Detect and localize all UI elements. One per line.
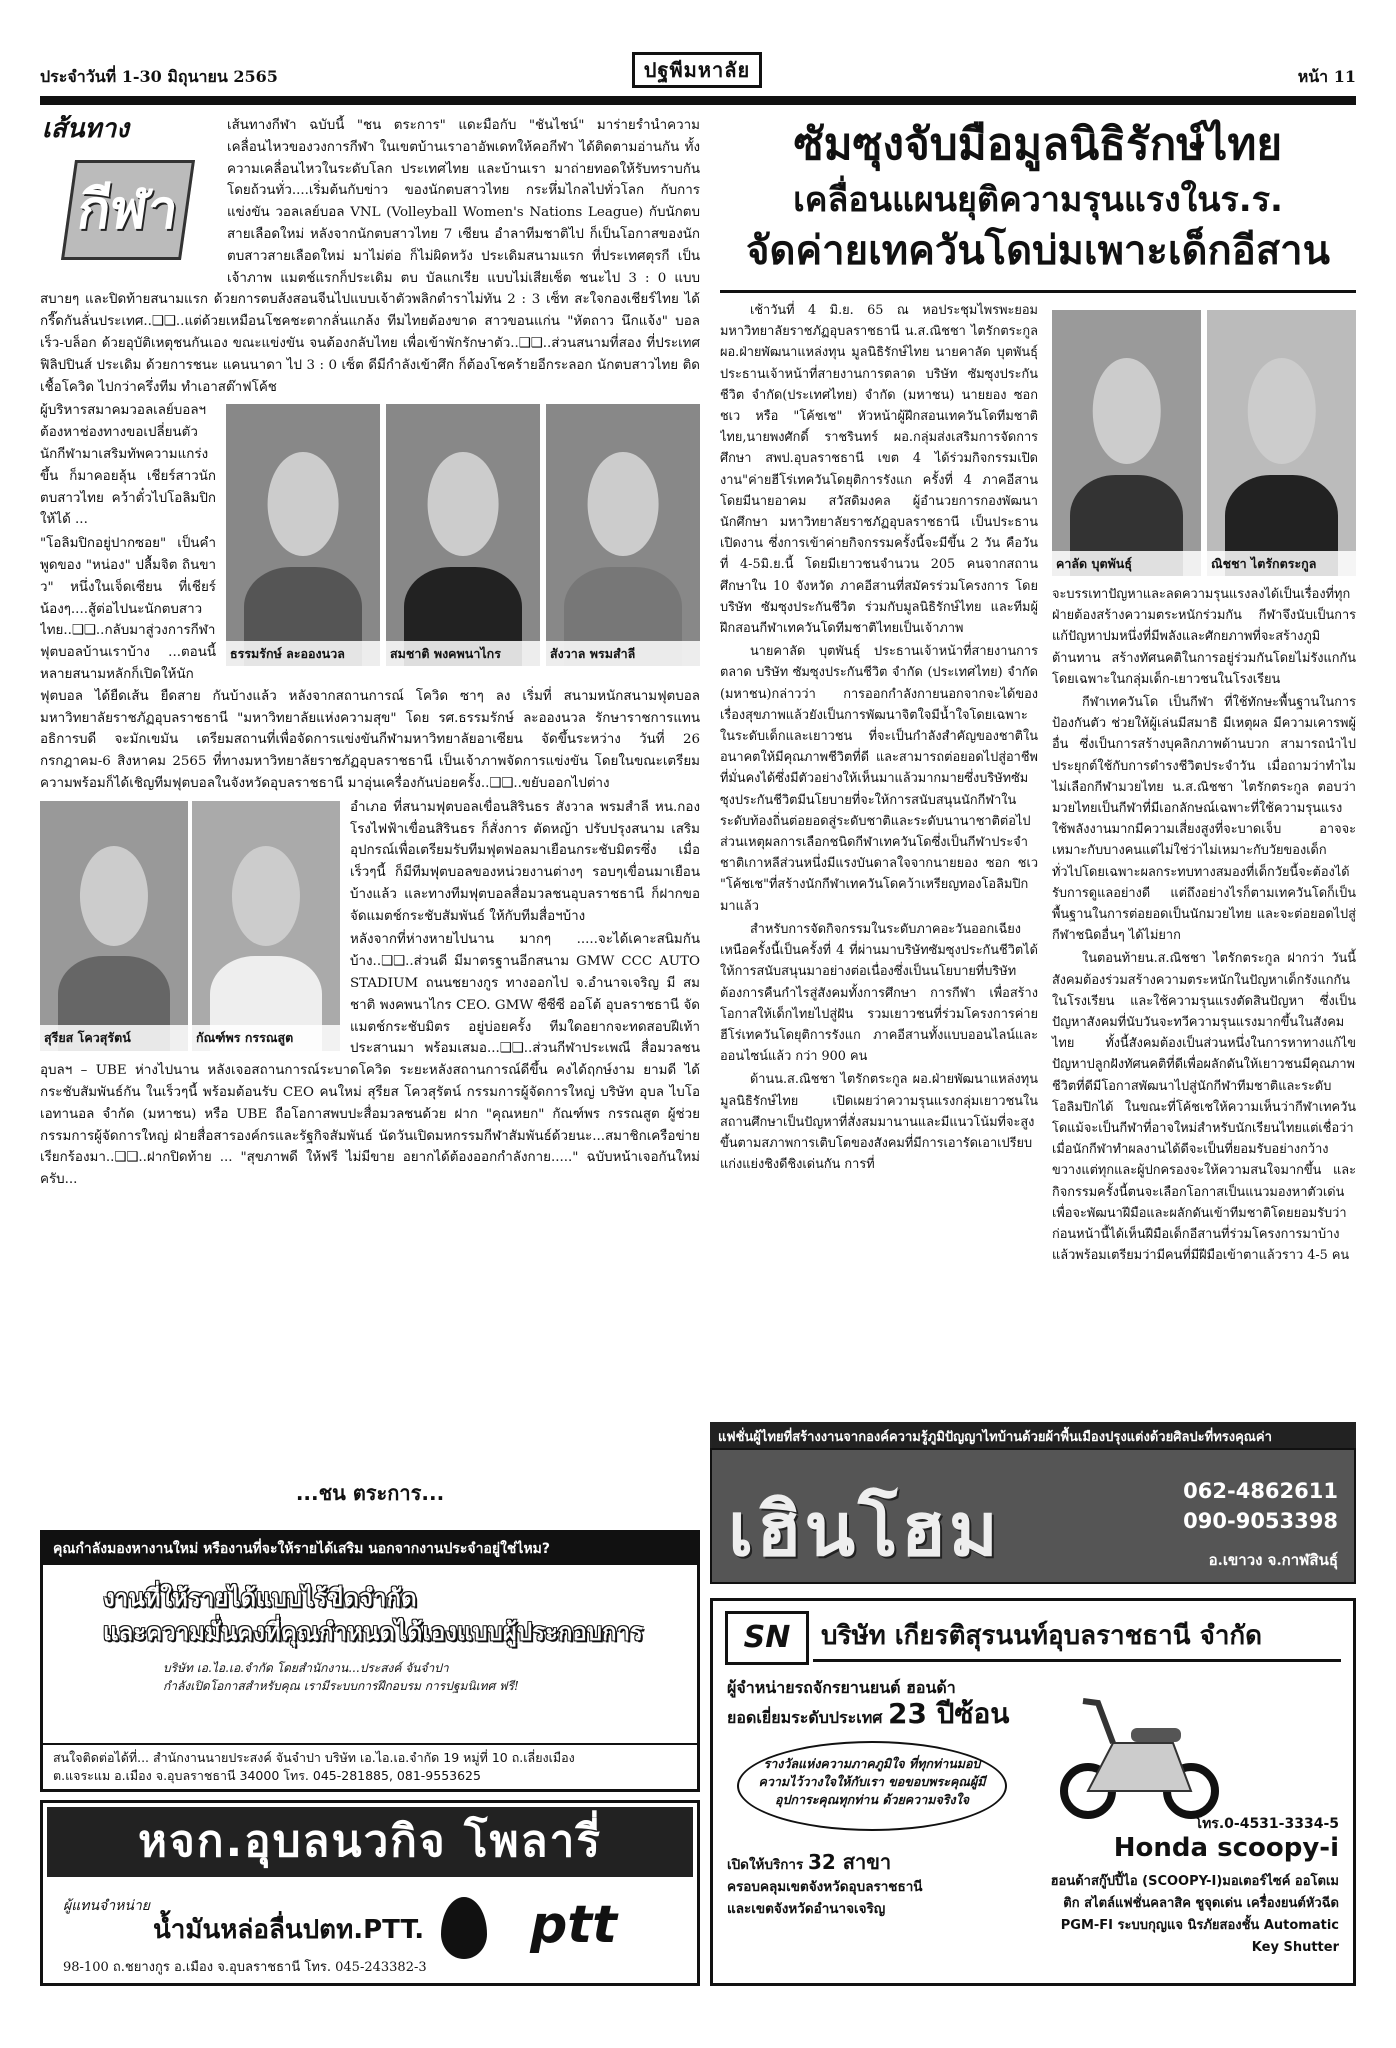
honda-branches [727,1851,923,1920]
photo-caption: ณิชชา ไตรักตระกูล [1207,551,1356,576]
sports-column [40,115,700,1480]
column-logo [40,115,215,275]
polar-ptt-ad [40,1800,700,1986]
honda-thanks-bubble: รางวัลแห่งความภาคภูมิใจ ที่ทุกท่านมอบความไว้วางใจให้กับเรา ขอขอบพระคุณผู้มีอุปการะคุณทุกท่าน ด้วยความจริงใจ [737,1741,1007,1831]
jobs-question: คุณกำลังมองหางานใหม่ หรืองานที่จะให้รายได้เสริม นอกจากงานประจำอยู่ใช่ไหม? [43,1533,697,1565]
honda-coverage: และเขตจังหวัดอำนาจเจริญ [727,1901,886,1917]
photo-caption: ธรรมรักษ์ ละอองนวล [226,641,380,667]
jobs-headline: และความมั่นคงที่คุณกำหนดได้เองแบบผู้ประกอบการ [103,1618,643,1646]
issue-date: ประจำวันที่ 1-30 มิถุนายน 2565 [40,66,278,86]
heinhome-ad [710,1448,1356,1584]
story-paragraph: สำหรับการจัดกิจกรรมในระดับภาคอะวันออกเฉียงเหนือครั้งนี้เป็นครั้งที่ 4 ที่ผ่านมาบริษัทซัมซุงประกันชีวิตได้ให้การสนับสนุนมาอย่างต่อเนื่องซึ่งเป็นนโยบายที่บริษัทต้องการคืนกำไรสู่สังคมทั้งการศึกษา การกีฬา เพื่อสร้างโอกาสให้เด็กไทยไปสู่ฝัน รวมเยาวชนที่ร่วมโครงการค่ายฮีโร่เทควันโดยุติการรังแก ภาคอีสานทั้งแบบออนไลน์และออนไซน์แล้ว กว่า 900 คน [720,921,1038,1065]
honda-branch-count: 32 สาขา [807,1850,892,1874]
story-paragraph: นายคาลัด บุตพันธุ์ ประธานเจ้าหน้าที่สายงานการตลาด บริษัท ซัมซุงประกันชีวิต จำกัด (ประเทศไทย) จำกัด (มหาชน)กล่าวว่า การออกกำลังกายนอกจากจะได้ของเรื่องสุขภาพแล้วยังเป็นการพัฒนาจิตใจมีน้ำใจโดยเฉพาะในระดับเด็กและเยาวชน ที่จะเป็นกำลังสำคัญของชาติในอนาคตให้มีคุณภาพชีวิตที่ดี และสามารถต่อยอดไปสู่อาชีพที่มั่นคงได้ซึ่งมีตัวอย่างให้เห็นมาแล้วมากมายซึ่งบริษัทซัมซุงประกันชีวิตมีนโยบายที่จะให้การสนับสนุนนักกีฬาในระดับท้องถิ่นต่อยอดสู่ระดับชาติและระดับนานาชาติต่อไป ส่วนเหตุผลการเลือกชนิดกีฬาเทควันโดซึ่งเป็นกีฬาประจำชาติเกาหลีส่วนหนึ่งมีแรงบันดาลใจจากนายยอง ซอก ชเว "โค้ชเช"ที่สร้างนักกีฬาเทควันโดคว้าเหรียญทองโอลิมปิกมาแล้ว [720,644,1038,914]
headline-line1: ซัมซุงจับมือมูลนิธิรักษ์ไทย [793,119,1283,170]
photo-kalad [1052,310,1201,576]
story-photos [1052,310,1356,576]
story-paragraph: เช้าวันที่ 4 มิ.ย. 65 ณ หอประชุมไพรพะยอม มหาวิทยาลัยราชภัฏอุบลราชธานี น.ส.ณิชชา ไตรักตระกูล ผอ.ฝ่ายพัฒนาแหล่งทุน มูลนิธิรักษ์ไทย นายคาลัด บุตพันธุ์ ประธานเจ้าหน้าที่สายงานการตลาด บริษัท ซัมซุงประกันชีวิต จำกัด(ประเทศไทย) จำกัด (มหาชน) นายยอง ซอก ชเว หรือ "โค้ชเช" หัวหน้าผู้ฝึกสอนเทควันโดทีมชาติไทย,นายพงศักดิ์ ราชรินทร์ ผอ.กลุ่มส่งเสริมการจัดการศึกษา สพป.อุบลราชธานี เขต 4 ได้ร่วมกิจกรรมเปิดงาน"ค่ายฮีโร่เทควันโดยุติการรังแก ครั้งที่ 4 ภาคอีสาน โดยมีนายอาคม สวัสดิมงคล ผู้อำนวยการกองพัฒนานักศึกษา มหาวิทยาลัยราชภัฏอุบลราชธานี เป็นประธานเปิดงาน ซึ่งการเข้าค่ายกิจกรรมครั้งนี้จะมีขึ้น 2 วัน คือวันที่ 4-5มิ.ย.นี้ โดยมีเยาวชนจำนวน 205 คนจากสถานศึกษาใน 10 จังหวัด ภาคอีสานที่สมัครร่วมโครงการ โดยบริษัท ซัมซุงประกันชีวิต ร่วมกับมูลนิธิรักษ์ไทย และทีมผู้ฝึกสอนกีฬาเทควันโดทีมชาติไทยเป็นเจ้าภาพ [720,303,1038,637]
polar-address: 98-100 ถ.ชยางกูร อ.เมือง จ.อุบลราชธานี โทร. 045-243382-3 [63,1960,427,1975]
honda-dealer-text [727,1675,1009,1731]
photo-caption: กัณฑ์พร กรรณสูต [192,1025,340,1051]
scooter-icon [1053,1673,1223,1823]
ptt-logo: ptt [530,1895,617,1955]
sn-logo: SN [725,1611,809,1665]
photo-thammarak [226,404,380,666]
photo-kanphon [192,801,340,1051]
photo-caption: สังวาล พรมสำลี [546,641,700,667]
jobs-subtext: บริษัท เอ.ไอ.เอ.จำกัด โดยสำนักงาน...ประสงค์ จันจำปา [163,1661,449,1675]
heinhome-logo: เฮินโฮม [728,1487,1001,1573]
column-paragraph: ผู้บริหารสมาคมวอลเลย์บอลฯ ต้องหาช่องทางขอเปลี่ยนตัวนักกีฬามาเสริมทัพความแกร่งขึ้น ก็มาคอยลุ้น เชียร์สาวนักตบสาวไทย คว้าตั๋วไปโอลิมปิก ให้ได้ ... [40,403,216,528]
honda-company: บริษัท เกียรติสุรนนท์อุบลราชธานี จำกัด [821,1621,1263,1651]
heinhome-phone: 090-9053398 [1183,1509,1338,1533]
photo-caption: สมชาติ พงคพนาไกร [386,641,540,667]
column-paragraph: อำเภอ ที่สนามฟุตบอลเขื่อนสิรินธร สังวาล พรมสำลี หน.กองโรงไฟฟ้าเขื่อนสิรินธร ก็สั่งการ ตัดหญ้า ปรับปรุงสนาม เสริมอุปกรณ์เพื่อเตรียมรับทีมฟุตฟอลมาเยือนกระชับมิตรซึ่ง เมื่อเร็วๆนี้ ก็มีทีมฟุตบอลของหน่วยงานต่างๆ รอบๆเขื่อนมาเยือนบ้างแล้ว และทางทีมฟุตบอลสื่อมวลชนอุบลราชธานี ก็ฝากขอจัดแมตช์กระชับสัมพันธ์ ให้กับทีมสื่อฯบ้าง [350,799,700,924]
jobs-headline: งานที่ให้รายได้แบบไร้ขีดจำกัด [103,1584,417,1612]
story-paragraph: จะบรรเทาปัญหาและลดความรุนแรงลงได้เป็นเรื่องที่ทุกฝ่ายต้องสร้างความตระหนักร่วมกัน กีฬาจึงนับเป็นการแก้ปัญหาปมหนึ่งที่มีพลังและศักยภาพที่จะสร้างภูมิต้านทาน สร้างทัศนคติในการอยู่ร่วมกันโดยไม่รังแกกันโดยเฉพาะในกลุ่มเด็ก-เยาวชนในโรงเรียน [1052,587,1356,687]
photo-row-officials [226,404,700,666]
story-column-1 [720,300,1038,1177]
honda-dealer-line: ผู้จำหน่ายรถจักรยานยนต์ ฮอนด้า [727,1678,956,1697]
jobs-contact-line: ต.แจระแม อ.เมือง จ.อุบลราชธานี 34000 โทร. 045-281885, 081-9553625 [53,1768,481,1783]
heinhome-phones [1183,1476,1338,1536]
photo-somchat [386,404,540,666]
honda-open-label: เปิดให้บริการ [727,1857,804,1873]
main-headline [720,115,1356,277]
polar-distributor-label: ผู้แทนจำหน่าย [63,1898,150,1914]
story-paragraph: ในตอนท้ายน.ส.ณิชชา ไตรักตระกูล ฝากว่า วันนี้สังคมต้องร่วมสร้างความตระหนักในปัญหาเด็กรังแกกันในโรงเรียน และใช้ความรุนแรงตัดสินปัญหา ซึ่งเป็นปัญหาสังคมที่นับวันจะทวีความรุนแรงมากขึ้นในสังคมไทย ทั้งนี้สังคมต้องเป็นส่วนหนึ่งในการหาทางแก้ไขปัญหาปลูกฝังทัศนคติที่ดีเพื่อผลักดันให้เยาวชนมีคุณภาพชีวิตที่ดีมีโอกาสพัฒนาไปสู่นักกีฬาทีมชาติและระดับโอลิมปิกได้ ในขณะที่โค้ชเชให้ความเห็นว่ากีฬาเทควันโดแม้จะเป็นกีฬาที่อาจใหม่สำหรับนักเรียนไทยแต่เชื่อว่าเมื่อนักกีฬาทำผลงานได้ดีจะเป็นที่ยอมรับอย่างกว้างขวางแต่ทุกและผู้ปกครองจะให้ความสนใจมากขึ้น และกิจกรรมครั้งนี้ตนจะเลือกโอกาสเป็นแนวมองหาตัวเด่นเพื่อจะพัฒนาฝีมือและผลักดันเข้าทีมชาติโดยยอมรับว่าก่อนหน้านี้ได้เห็นฝีมือเด็กอีสานที่ร่วมโครงการมาบ้างแล้วพร้อมเตรียมว่ามีคนที่มีฝีมือเข้าตาแล้วราว 4-5 คน [1052,951,1356,1264]
honda-years: 23 ปีซ้อน [887,1697,1010,1730]
polar-brand: น้ำมันหล่อลื่นปตท.PTT. [153,1915,425,1945]
polar-banner: หจก.อุบลนวกิจ โพลารี่ [47,1807,693,1877]
header-rule [40,96,1356,105]
honda-rule [813,1659,1341,1662]
photo-caption: สุรียส โควสุรัตน์ [40,1025,188,1051]
photo-row-executives [40,801,340,1051]
jobs-contact [43,1743,697,1789]
headline-line3: จัดค่ายเทควันโดบ่มเพาะเด็กอีสาน [746,228,1330,274]
photo-sangwan [546,404,700,666]
heinhome-phone: 062-4862611 [1183,1479,1338,1503]
page-number: หน้า 11 [1297,66,1356,86]
fashion-ad-strip: แฟชั่นผู้ไทยที่สร้างงานจากองค์ความรู้ภูมิปัญญาไทบ้านด้วยผ้าพื้นเมืองปรุงแต่งด้วยศิลปะที่ทรงคุณค่า [710,1422,1356,1448]
honda-dealer-ad [710,1598,1356,1986]
column-logo-line2: กีฬา [61,160,195,260]
column-paragraph: "โอลิมปิกอยู่ปากซอย" เป็นคำพูดของ "หน่อง" ปลื้มจิต ถินขาว" หนึ่งในเจ็ดเซียน ที่เชียร์น้องๆ....สู้ต่อไปนะนักตบสาวไทย..❑❑..กลับมาสู่วงการกีฬาฟุตบอลบ้านเราบ้าง ...ตอนนี้หลายสนามหลักก็เปิดให้นักฟุตบอล ได้ยืดเส้น ยืดสาย กันบ้างแล้ว หลังจากสถานการณ์ โควิด ซาๆ ลง เริ่มที่ สนามหนักสนามฟุตบอล มหาวิทยาลัยราชภัฏอุบลราชธานี "มหาวิทยาลัยแห่งความสุข" โดย รศ.ธรรมรักษ์ ละอองนวล รักษาราชการแทนอธิการบดี จะมักเขมัน เตรียมสถานที่เพื่อจัดการแข่งขันกีฬามหาวิทยาลัยอาเซียน จัดขึ้นระหว่าง วันที่ 26 กรกฎาคม-6 สิงหาคม 2565 ที่ทางมหาวิทยาลัยราชภัฏอุบลราชธานี เป็นเจ้าภาพจัดการแข่งขัน โดยในขณะเตรียมความพร้อมก็ได้เชิญทีมฟุตบอลในจังหวัดอุบลราชธานี มาอุ่นเครื่องกันบ่อยครั้ง..❑❑..ขยับออกไปต่าง [40,536,700,791]
ptt-drop-icon [441,1897,487,1959]
masthead-logo: ปฐพีมหาลัย [632,52,762,88]
jobs-subtext: กำลังเปิดโอกาสสำหรับคุณ เรามีระบบการฝึกอบรม การปฐมนิเทศ ฟรี! [163,1679,519,1693]
column-signoff: ...ชน ตระการ... [295,1481,445,1505]
story-paragraph: กีฬาเทควันโด เป็นกีฬา ที่ใช้ทักษะพื้นฐานในการป้องกันตัว ช่วยให้ผู้เล่นมีสมาธิ มีเหตุผล มีความเคารพผู้อื่น ซึ่งเป็นการสร้างบุคลิกภาพด้านบวก สามารถนำไปประยุกต์ใช้กับการดำรงชีวิตประจำวัน เมื่อถามว่าทำไมไม่เลือกกีฬามวยไทย น.ส.ณิชชา ไตรักตระกูล ตอบว่ามวยไทยเป็นกีฬาที่มีเอกลักษณ์เฉพาะที่ใช้ความรุนแรงใช้พลังงานมากมีความเสี่ยงสูงที่จะบาดเจ็บ อาจจะเหมาะกับบางคนแต่ไม่ใช่ว่าไม่เหมาะกับวัยของเด็กทั่วไปโดยเฉพาะผลกระทบทางสมองที่เด็กวัยนี้จะต้องได้รับการดูแลอย่างดี แต่ถึงอย่างไรก็ตามเทควันโดก็เป็นพื้นฐานในการต่อยอดเป็นนักมวยไทย และจะต่อยอดไปสู่กีฬาชนิดอื่นๆ ได้ไม่ยาก [1052,695,1356,944]
jobs-contact-line: สนใจติดต่อได้ที่... สำนักงานนายประสงค์ จันจำปา บริษัท เอ.ไอ.เอ.จำกัด 19 หมู่ที่ 10 ถ.เลี่ยงเมือง [53,1750,575,1765]
aia-jobs-ad [40,1530,700,1792]
headline-line2: เคลื่อนแผนยุติความรุนแรงในร.ร. [793,180,1283,220]
honda-model: Honda scoopy-i [1113,1833,1339,1863]
heinhome-address: อ.เขาวง จ.กาฬสินธุ์ [1208,1551,1338,1569]
honda-features: ฮอนด้าสกู๊ปปี้ไอ (SCOOPY-I)มอเตอร์ไซค์ ออโตเมติก สไตล์แฟชั่นคลาสิค ชูจุดเด่น เครื่องยนต์หัวฉีด PGM-FI ระบบกุญแจ นิรภัยสองชั้น Automatic Key Shutter [1050,1874,1339,1955]
honda-coverage: ครอบคลุมเขตจังหวัดอุบลราชธานี [727,1879,923,1895]
main-story-body [720,300,1356,1412]
column-paragraph: เส้นทางกีฬา ฉบับนี้ "ชน ตระการ" แดะมือกับ "ชันไชน์" มาร่ายรำนำความเคลื่อนไหวของวงการกีฬา ในเขตบ้านเราอาอัพเดทให้คอกีฬา ได้ติดตามอ่านกัน ทั้งความเคลื่อนไหวในระดับโลก ประเทศไทย และบ้านเรา มาถ่ายทอดให้รับทราบกันโดยถ้วนทั่ว....เริ่มต้นกับข่าว ของนักตบสาวไทย กระหึ่มไกลไปทั่วโลก กับการแข่งขัน วอลเลย์บอล VNL (Volleyball Women's Nations League) กับนักตบสายเลือดใหม่ หลังจากนักตบสาวไทย 7 เซียน อำลาทีมชาติไป ก็เป็นโอกาสของนักตบสาวสายเลือดใหม่ มาไม่ต่อ ก็ไม่ผิดหวัง ประเดิมสนามแรก ที่ประเทศตุรกี เป็นเจ้าภาพ แมตช์แรกก็ประเดิม ตบ บัลแกเรีย แบบไม่เสียเซ็ต ชนะไป 3 : 0 แบบสบายๆ และปิดท้ายสนามแรก ด้วยการตบส้งสอนจีนไปแบบเจ้าตัวพลิกตำราไม่ทัน 2 : 3 เซ็ท สะใจกองเชียร์ไทย ได้กรี๊ดกันลั่นประเทศ..❑❑..แต่ด้วยเหมือนโชคชะตากลั่นแกล้ง ทีมไทยต้องขาด สาวขอนแก่น "หัตถาว นึกแจ้ง" บอลเร็ว-บล็อก ด้วยอุบัติเหตุชนกันเอง ขณะแข่งขัน จนต้องกลับไทย เพื่อเข้าพักรักษาตัว..❑❑..ส่วนสนามที่สอง ที่ประเทศฟิลิปปินส์ ประเดิม ด้วยการชนะ แคนนาดา ไป 3 : 0 เซ็ต ดีมีกำลังเข้าศึก ก็ต้องโชคร้ายอีกระลอก นักตบสาวไทย ติดเชื้อโควิด ไปกว่าครึ่งทีม ทำเอาสต๊าฟโค้ช [40,118,700,395]
column-logo-line1: เส้นทาง [42,115,129,144]
honda-telephone: โทร.0-4531-3334-5 [1194,1816,1339,1832]
photo-nitcha [1207,310,1356,576]
story-paragraph: ด้านน.ส.ณิชชา ไตรักตระกูล ผอ.ฝ่ายพัฒนาแหล่งทุน มูลนิธิรักษ์ไทย เปิดเผยว่าความรุนแรงกลุ่มเยาวชนในสถานศึกษาเป็นปัญหาที่สั่งสมมานานและมีแนวโน้มที่จะสูงขึ้นตามสภาพการเติบโตของสังคมที่มีการเอารัดเอาเปรียบแก่งแย่งชิงดีชิงเด่นกัน การที่ [720,1072,1038,1173]
story-column-2 [1052,584,1356,1269]
column-paragraph: หลังจากที่ห่างหายไปนาน มากๆ .....จะได้เคาะสนิมกันบ้าง..❑❑..ส่วนดี มีมาตรฐานอีกสนาม GMW CCC AUTO STADIUM ถนนชยางกูร ทางออกไป จ.อำนาจเจริญ มี สมชาติ พงคพนาไกร CEO. GMW ซีซีซี ออโต้ อุบลราชธานี จัดแมตช์กระชับมิตร อยู่บ่อยครั้ง ทีมใดอยากจะทดสอบฝีเท้า ประสานมา พร้อมเสมอ...❑❑..ส่วนกีฬาประเพณี สื่อมวลชนอุบลฯ – UBE ห่างไปนาน หลังเจอสถานการณ์ระบาดโควิด ระยะหลังสถานการณ์ดีขึ้น คงได้ฤกษ์งาม ยามดี ได้กระชับสัมพันธ์กัน ในเร็วๆนี้ พร้อมต้อนรับ CEO คนใหม่ สุรียส โควสุรัตน์ กรรมการผู้จัดการใหญ่ บริษัท อุบล ไบโอ เอทานอล จำกัด (มหาชน) หรือ UBE ถือโอกาสพบปะสื่อมวลชนด้วย ฝาก "คุณหยก" กัณฑ์พร กรรณสูต ผู้ช่วยกรรมการผู้จัดการใหญ่ ฝ่ายสื่อสารองค์กรและรัฐกิจสัมพันธ์ นัดวันเปิดมหกรรมกีฬาสัมพันธ์ด้วยนะ...สมาชิกเครือข่ายเรียกร้องมา..❑❑..ฝากปิดท้าย ... "สุขภาพดี ให้ฟรี ไม่มีขาย อยากได้ต้องออกกำลังกาย....." ฉบับหน้าเจอกันใหม่ครับ... [40,932,700,1188]
photo-suriyas [40,801,188,1051]
photo-caption: คาลัด บุตพันธุ์ [1052,551,1201,576]
headline-rule [720,290,1356,293]
honda-dealer-line: ยอดเยี่ยมระดับประเทศ [727,1708,883,1727]
